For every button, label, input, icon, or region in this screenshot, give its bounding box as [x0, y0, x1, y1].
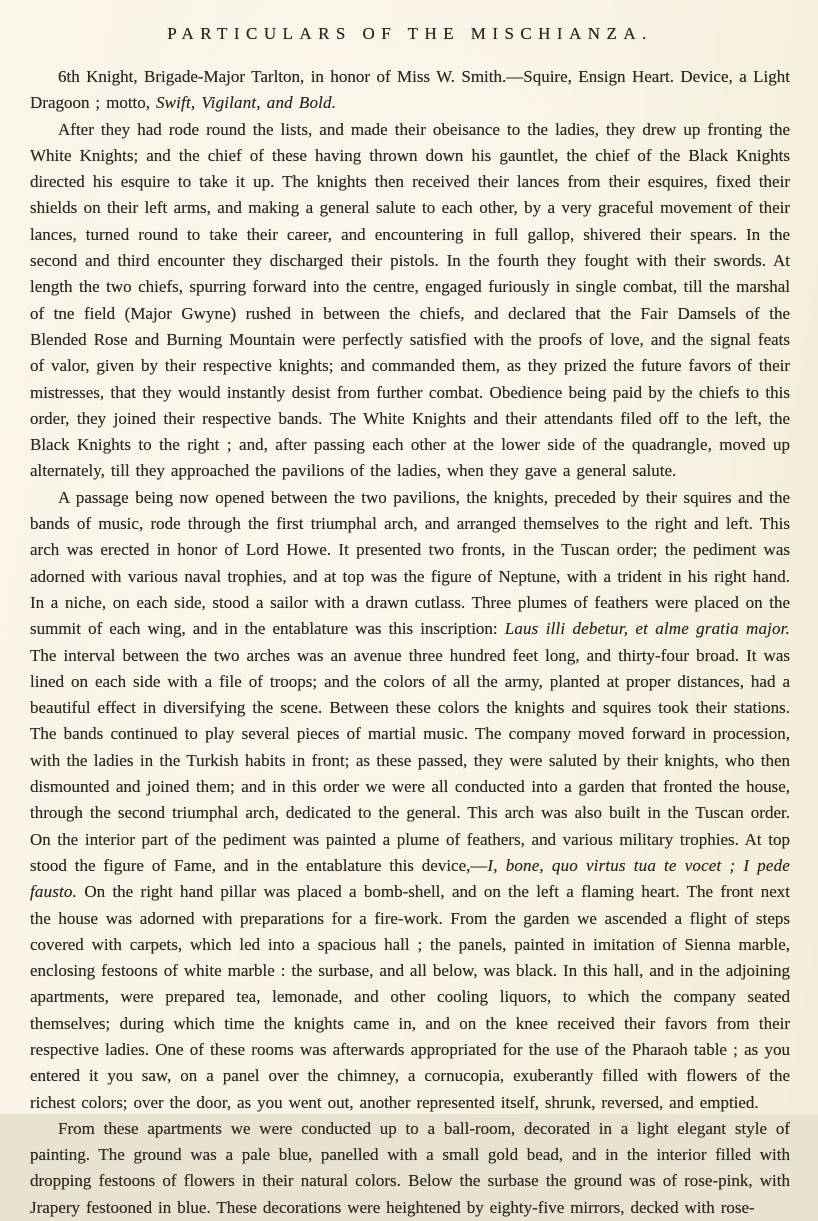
italic-text-run: Laus illi debetur, et alme gratia major.	[504, 619, 790, 639]
text-run: The interval between the two arches was an avenue three hundred feet long, and thirty-four broad. It was lined on each side with a file of troops; and the colors of all the army, planted at proper distances, had a beautiful effect in diversifying the scene. Between these colors the knights and squires took their stations. The bands continued to play several pieces of martial music. The company moved forward in procession, with the ladies in the Turkish habits in front; as these passed, they were saluted by their knights, who then dismounted and joined them; and in this order we were all conducted into a garden that fronted the house, through the second triumphal arch, dedicated to the general. This arch was also built in the Tuscan order. On the interior part of the pediment was painted a plume of feathers, and various military trophies. At top stood the figure of Fame, and in the entablature this device,—	[30, 645, 790, 875]
text-run: 6th Knight, Brigade-Major Tarlton, in honor of Miss W. Smith.—Squire, Ensign Heart. Device, a Light Dragoon ; motto,	[30, 67, 790, 113]
paragraph-2	[30, 117, 790, 485]
paragraph-4	[30, 1116, 790, 1221]
paragraph-3	[30, 485, 790, 1116]
italic-text-run: I, bone, quo virtus tua te vocet ; I pede fausto.	[30, 855, 790, 902]
italic-text-run: Swift, Vigilant, and Bold.	[155, 93, 337, 113]
text-run: A passage being now opened between the two pavilions, the knights, preceded by their squires and the bands of music, rode through the first triumphal arch, and arranged themselves to the right and left. This arch was erected in honor of Lord Howe. It presented two fronts, in the Tuscan order; the pediment was adorned with various naval trophies, and at top was the figure of Neptune, with a trident in his right hand. In a niche, on each side, stood a sailor with a drawn cutlass. Three plumes of feathers were placed on the summit of each wing, and in the entablature was this inscription:	[30, 487, 790, 639]
text-run: On the right hand pillar was placed a bomb-shell, and on the left a flaming heart. The front next the house was adorned with preparations for a fire-work. From the garden we ascended a flight of steps covered with carpets, which led into a spacious hall ; the panels, painted in imitation of Sienna marble, enclosing festoons of white marble : the surbase, and all below, was black. In this hall, and in the adjoining apartments, were prepared tea, lemonade, and other cooling liquors, to which the company seated themselves; during which time the knights came in, and on the knee received their favors from their respective ladies. One of these rooms was afterwards appropriated for the use of the Pharaoh table ; as you entered it you saw, on a panel over the chimney, a cornucopia, exuberantly filled with flowers of the richest colors; over the door, as you went out, another represented itself, shrunk, reversed, and emptied.	[30, 882, 790, 1112]
page-title: PARTICULARS OF THE MISCHIANZA.	[167, 24, 653, 43]
text-run: After they had rode round the lists, and made their obeisance to the ladies, they drew up fronting the White Knights; and the chief of these having thrown down his gauntlet, the chief of the Black Knights directed his esquire to take it up. The knights then received their lances from their esquires, fixed their shields on their left arms, and making a general salute to each other, by a very graceful movement of their lances, turned round to take their career, and encountering in full gallop, shivered their spears. In the second and third encounter they discharged their pistols. In the fourth they fought with their swords. At length the two chiefs, spurring forward into the centre, engaged furiously in single combat, till the marshal of tne field (Major Gwyne) rushed in between the chiefs, and declared that the Fair Damsels of the Blended Rose and Burning Mountain were perfectly satisfied with the proofs of love, and the signal feats of valor, given by their respective knights; and commanded them, as they prized the future favors of their mistresses, that they would instantly desist from further combat. Obedience being paid by the chiefs to this order, they joined their respective bands. The White Knights and their attendants filed off to the left, the Black Knights to the right ; and, after passing each other at the lower side of the quadrangle, moved up alternately, till they approached the pavilions of the ladies, when they gave a general salute.	[30, 119, 790, 481]
paragraph-1	[30, 64, 790, 117]
text-run: From these apartments we were conducted up to a ball-room, decorated in a light elegant style of painting. The ground was a pale blue, panelled with a small gold bead, and in the interior filled with dropping festoons of flowers in their natural colors. Below the surbase the ground was of rose-pink, with Jrapery festooned in blue. These decorations were heightened by eighty-five mirrors, decked with rose-	[30, 1118, 790, 1217]
text-body	[30, 64, 790, 1221]
